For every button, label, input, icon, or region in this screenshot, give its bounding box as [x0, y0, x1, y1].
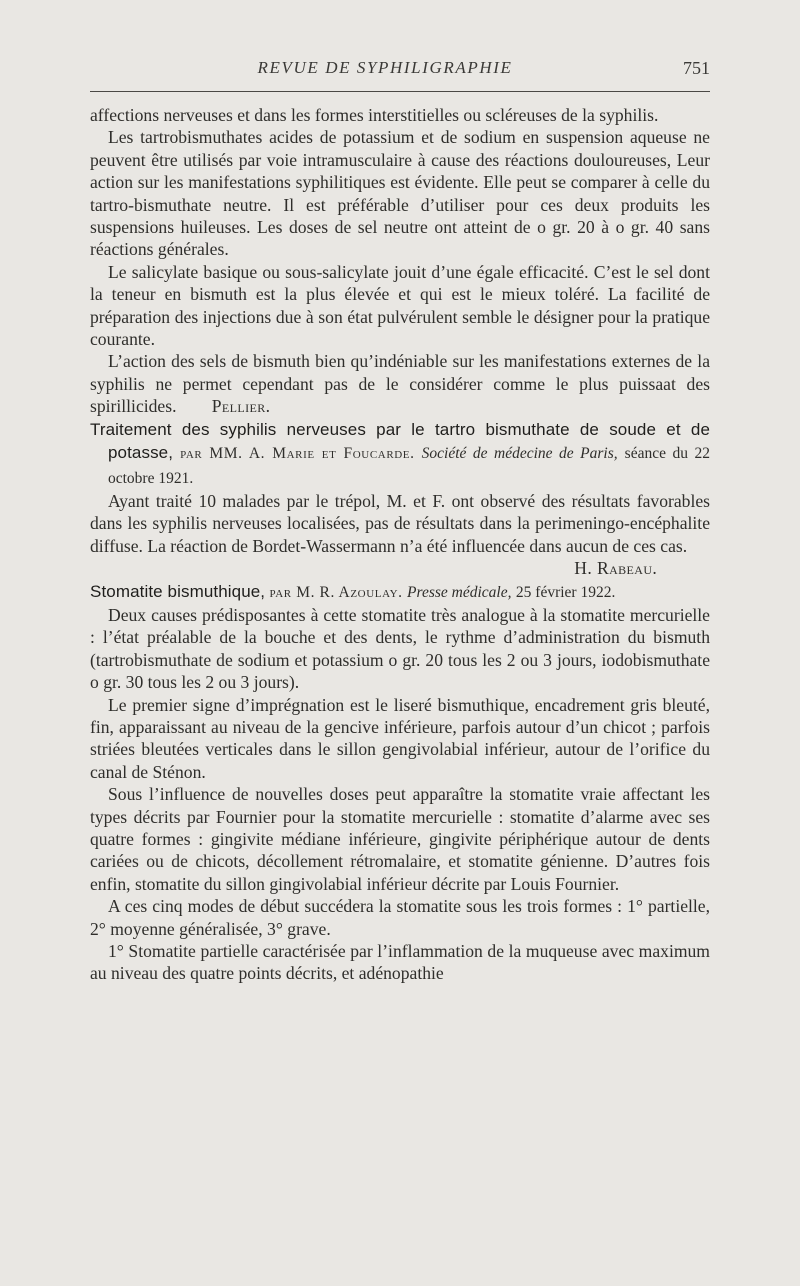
running-head: REVUE DE SYPHILIGRAPHIE	[257, 58, 513, 77]
article-source: Presse médicale,	[407, 583, 512, 601]
paragraph-text: L’action des sels de bismuth bien qu’indéniable sur les manifestations externes de la syphilis ne permet cependant pas de le considérer comme le plus puissaat des spirillicides.	[90, 351, 710, 417]
article-title: Traitement des syphilis nerveuses par le tartro bismuthate de soude et de potasse,	[90, 419, 710, 463]
header-rule	[90, 91, 710, 92]
article-date: séance du 22 octobre 1921.	[108, 445, 710, 487]
article-title: Stomatite bismuthique,	[90, 581, 266, 601]
page-number: 751	[683, 58, 710, 78]
paragraph: Le premier signe d’imprégnation est le liseré bismuthique, encadrement gris bleuté, fin, apparaissant au niveau de la gencive inférieure, parfois autour d’un chicot ; parfois striées bleutées verticales dans le sillon gengivolabial inférieur, autour de l’orifice du canal de Sténon.	[90, 694, 710, 782]
signature: Pellier.	[211, 396, 271, 417]
signature: H. Rabeau.	[574, 558, 658, 579]
paragraph: Les tartrobismuthates acides de potassium et de sodium en suspension aqueuse ne peuvent être utilisés par voie intramusculaire à cause des réactions douloureuses, Leur action sur les manifestations syphilitiques est évidente. Elle peut se comparer à celle du tartro-bismuthate neutre. Il est préférable d’utiliser pour ces deux produits les suspensions huileuses. Les doses de sel neutre ont atteint de o gr. 20 à o gr. 40 sans réactions générales.	[90, 127, 710, 260]
paragraph: Deux causes prédisposantes à cette stomatite très analogue à la stomatite mercurielle : l’état préalable de la bouche et des dents, le rythme d’administration du bismuth (tartrobismuthate de sodium et potassium o gr. 20 tous les 2 ou 3 jours, iodobismuthate o gr. 30 tous les 2 ou 3 jours).	[90, 604, 710, 693]
paragraph: Sous l’influence de nouvelles doses peut apparaître la stomatite vraie affectant les types décrits par Fournier pour la stomatite mercurielle : stomatite d’alarme avec ses quatre formes : gingivite médiane inférieure, gingivite périphérique autour de dents cariées ou de chicots, décollement rétromalaire, et stomatite génienne. D’autres fois enfin, stomatite du sillon gingivolabial inférieur décrite par Louis Fournier.	[90, 784, 710, 894]
article-date: 25 février 1922.	[515, 583, 616, 601]
article-source: Société de médecine de Paris,	[421, 445, 618, 463]
paragraph: Ayant traité 10 malades par le trépol, M. et F. ont observé des résultats favorables dans les syphilis nerveuses localisées, pas de résultats dans la perimeningo-encéphalite diffuse. La réaction de Bordet-Wassermann n’a été influencée dans aucun de ces cas.	[90, 490, 710, 556]
body-text	[90, 104, 710, 985]
article-authors: par MM. A. Marie et Foucarde.	[180, 445, 415, 463]
paragraph: A ces cinq modes de début succédera la stomatite sous les trois formes : 1° partielle, 2° moyenne généralisée, 3° grave.	[90, 896, 710, 939]
paragraph: 1° Stomatite partielle caractérisée par l’inflammation de la muqueuse avec maximum au niveau des quatre points décrits, et adénopathie	[90, 941, 710, 984]
article-entry	[90, 418, 710, 490]
paragraph: Le salicylate basique ou sous-salicylate jouit d’une égale efficacité. C’est le sel dont la teneur en bismuth est la plus élevée et qui est le mieux toléré. La facilité de préparation des injections due à son état pulvérulent semble le désigner pour la pratique courante.	[90, 261, 710, 350]
paragraph: affections nerveuses et dans les formes interstitielles ou scléreuses de la syphilis.	[90, 105, 659, 125]
article-entry	[90, 580, 710, 604]
article-authors: par M. R. Azoulay.	[269, 583, 403, 601]
paragraph	[90, 350, 710, 417]
